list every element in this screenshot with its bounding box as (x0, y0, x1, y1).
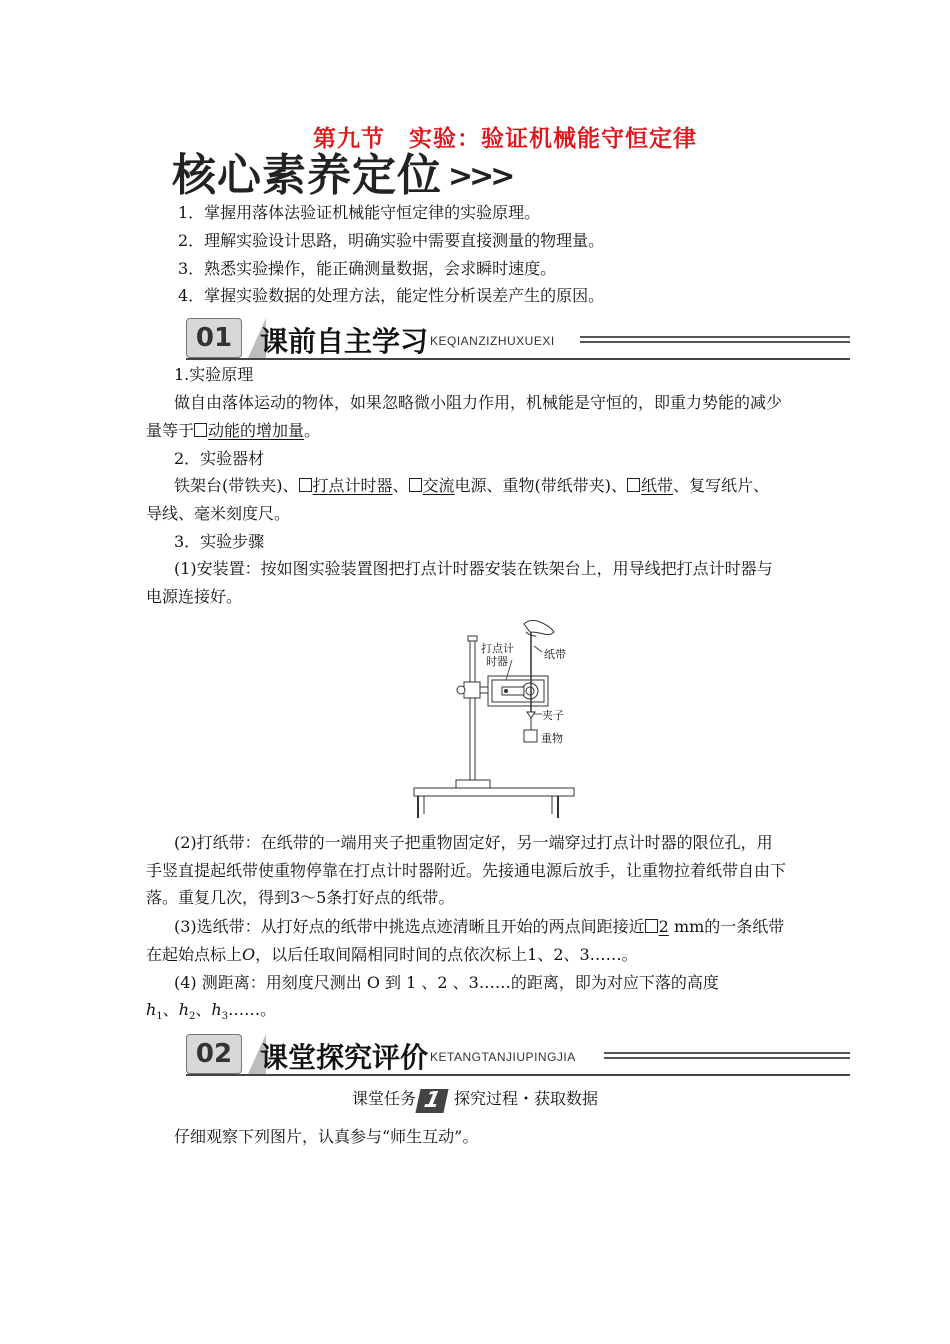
blank-box-icon (627, 478, 640, 492)
banner-underline (186, 358, 850, 360)
task-label: 课堂任务 (351, 1089, 416, 1108)
banner-title: 课前自主学习 (260, 325, 429, 358)
banner-number: 01 (186, 318, 242, 358)
blank-box-icon (645, 919, 658, 933)
task-title: 探究过程・获取数据 (454, 1089, 599, 1108)
s2-text-line2: 导线、毫米刻度尺。 (146, 504, 291, 523)
apparatus-figure (408, 618, 578, 818)
s2-b: 、 (392, 476, 409, 495)
s2-heading: 2．实验器材 (174, 449, 265, 468)
banner-number: 02 (186, 1034, 242, 1074)
s2-blank3 (627, 476, 673, 495)
s1-text-line2 (146, 420, 320, 442)
s3-heading: 3．实验步骤 (174, 532, 265, 551)
banner-underline (186, 1074, 850, 1076)
step2-line2: 手竖直提起纸带使重物停靠在打点计时器附近。先接通电源后放手，让重物拉着纸带自由下 (146, 861, 787, 880)
task-heading (0, 1086, 950, 1113)
h1-sub: 1 (156, 1011, 163, 1023)
banner-subtitle: KEQIANZIZHUXUEXI (430, 334, 555, 348)
h2: h (178, 1000, 190, 1019)
sep-2: 、 (195, 1000, 212, 1019)
s1-heading: 1.实验原理 (174, 365, 254, 384)
step3-line1 (174, 916, 834, 938)
s1-text-c: 。 (304, 421, 321, 440)
objective-1: 1．掌握用落体法验证机械能守恒定律的实验原理。 (178, 203, 541, 222)
arrows-icon: >>> (448, 159, 512, 194)
step3-o: O (242, 945, 256, 964)
s2-blank1-text: 打点计时器 (312, 476, 393, 495)
sep-1: 、 (162, 1000, 179, 1019)
task-number-badge: 1 (415, 1089, 448, 1113)
step3-line2 (146, 944, 638, 966)
s2-blank1 (299, 476, 393, 495)
objective-2: 2．理解实验设计思路，明确实验中需要直接测量的物理量。 (178, 231, 605, 250)
label-timer (481, 642, 514, 668)
banner-title: 课堂探究评价 (260, 1041, 429, 1074)
h1: h (146, 1000, 157, 1019)
page-title: 第九节 实验：验证机械能守恒定律 (313, 126, 697, 152)
step4-line2 (146, 999, 276, 1028)
s2-text-line1 (174, 475, 769, 497)
label-weight: 重物 (541, 732, 563, 745)
step3-c2: ，以后任取间隔相同时间的点依次标上1、2、3……。 (255, 945, 638, 964)
step4-line1: (4) 测距离：用刻度尺测出 O 到 1 、2 、3……的距离，即为对应下落的高度 (174, 973, 719, 992)
banner-rules (604, 1052, 850, 1068)
section-heading-text: 核心素养定位 (172, 150, 442, 201)
s2-a: 铁架台(带铁夹)、 (174, 476, 299, 495)
h3-sub: 3 (221, 1011, 229, 1023)
blank-box-icon (299, 478, 312, 492)
step3-a: (3)选纸带：从打好点的纸带中挑选点迹清晰且开始的两点间距接近 (174, 917, 645, 936)
s1-text-line1: 做自由落体运动的物体，如果忽略微小阻力作用，机械能是守恒的，即重力势能的减少 (174, 393, 783, 412)
blank-box-icon (409, 478, 422, 492)
s2-blank3-text: 纸带 (641, 476, 674, 495)
step3-blank-text: 2 (658, 917, 669, 936)
label-tape: 纸带 (544, 648, 566, 661)
step3-c1: 在起始点标上 (146, 945, 243, 964)
blank-box-icon (194, 423, 207, 437)
closing-text: 仔细观察下列图片，认真参与“师生互动”。 (174, 1127, 479, 1146)
s1-text-b: 量等于 (146, 421, 195, 440)
s3-step1-line1: (1)安装置：按如图实验装置图把打点计时器安装在铁架台上，用导线把打点计时器与 (174, 559, 773, 578)
s2-blank2 (409, 476, 455, 495)
banner-subtitle: KETANGTANJIUPINGJIA (430, 1050, 576, 1064)
s2-c: 电源、重物(带纸带夹)、 (454, 476, 628, 495)
banner-rules (580, 336, 850, 352)
step4-end: ……。 (228, 1000, 277, 1019)
label-timer-1: 打点计 (481, 642, 514, 655)
h2-sub: 2 (189, 1011, 196, 1023)
s3-step1-line2: 电源连接好。 (146, 587, 243, 606)
s2-blank2-text: 交流 (422, 476, 455, 495)
h3: h (211, 1000, 222, 1019)
s2-d: 、复写纸片、 (673, 476, 770, 495)
label-timer-2: 时器 (486, 655, 508, 668)
step2-line3: 落。重复几次，得到3～5条打好点的纸带。 (146, 888, 455, 907)
step3-blank (645, 917, 669, 936)
section-heading (172, 152, 511, 205)
s1-blank-text: 动能的增加量 (208, 421, 305, 440)
label-clip: 夹子 (542, 709, 564, 722)
objective-3: 3．熟悉实验操作，能正确测量数据，会求瞬时速度。 (178, 259, 557, 278)
step2-line1: (2)打纸带：在纸带的一端用夹子把重物固定好，另一端穿过打点计时器的限位孔，用 (174, 833, 773, 852)
objective-4: 4．掌握实验数据的处理方法，能定性分析误差产生的原因。 (178, 286, 605, 305)
s1-blank (194, 421, 304, 440)
step3-b: mm的一条纸带 (668, 917, 785, 936)
section-banner-01 (186, 318, 850, 362)
section-banner-02 (186, 1034, 850, 1078)
